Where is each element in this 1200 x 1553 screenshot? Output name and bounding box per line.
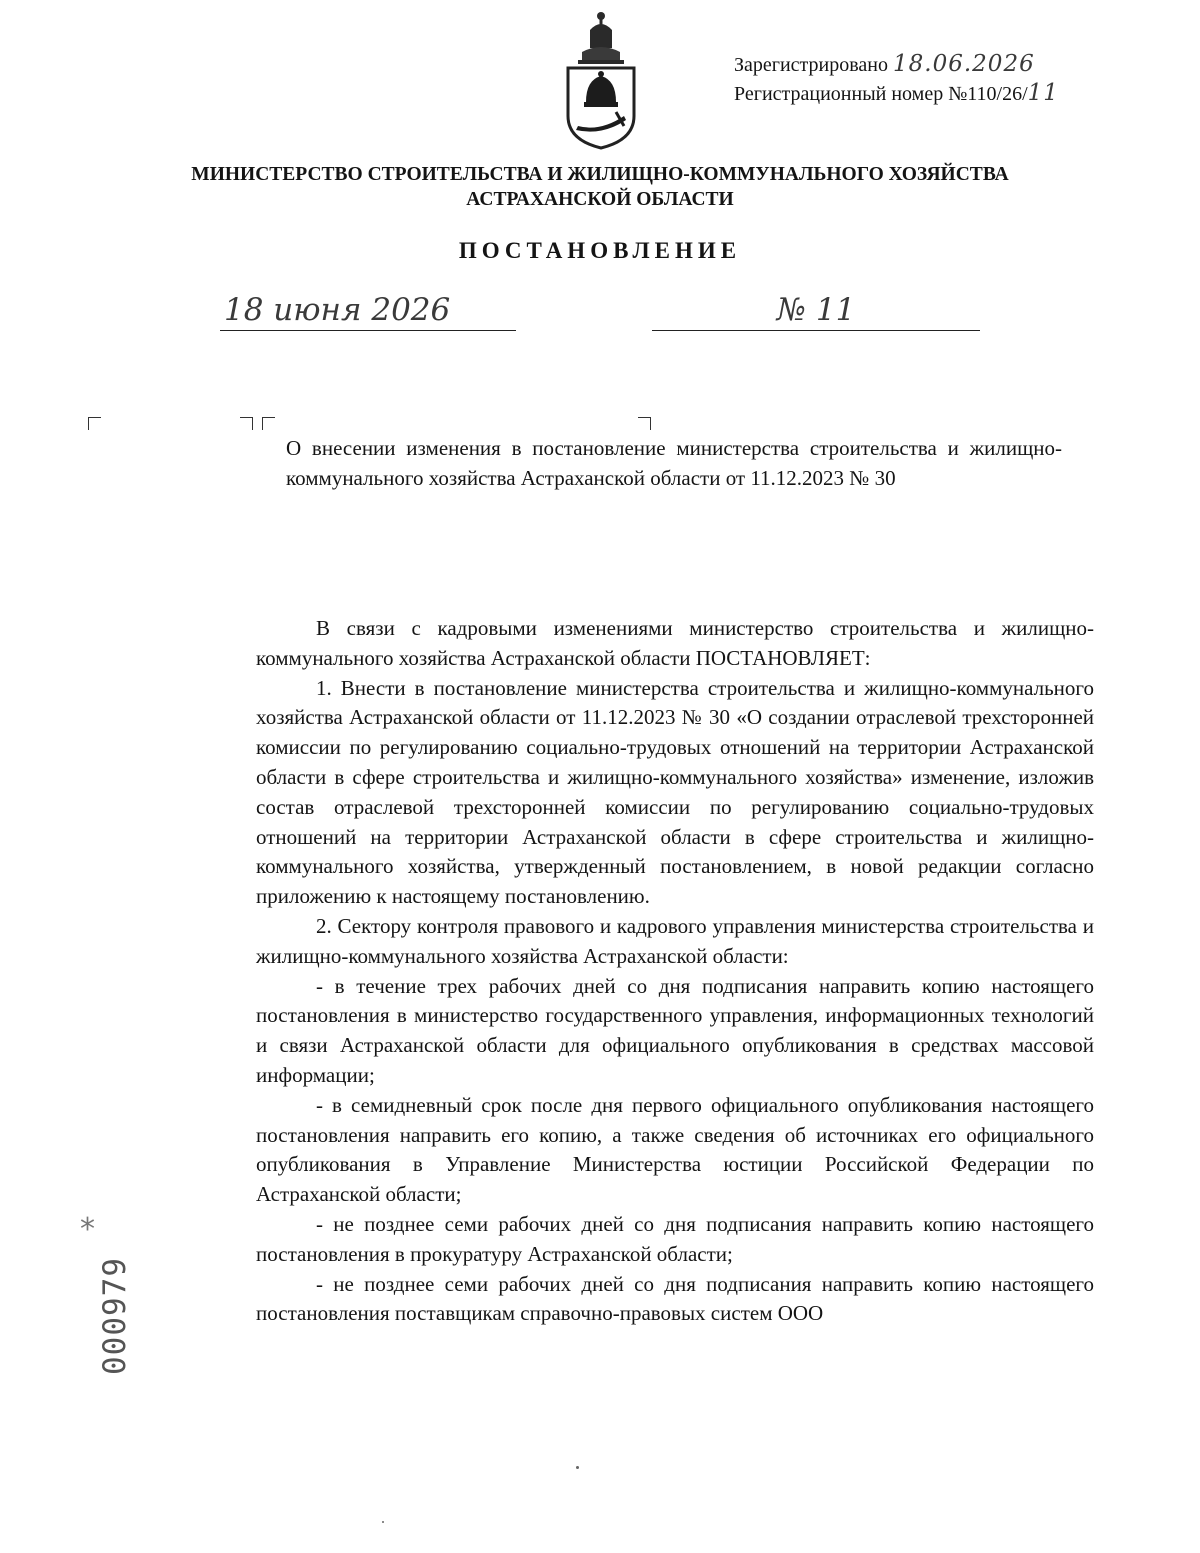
reg-number-suffix-handwritten: 11 bbox=[1027, 80, 1059, 106]
signed-date-handwritten: 18 июня 2026 bbox=[220, 290, 516, 331]
registration-block bbox=[734, 50, 1059, 108]
document-subject: О внесении изменения в постановление министерства строительства и жилищно-коммунального хозяйства Астраханской области от 11.12.2023 № 30 bbox=[286, 436, 1062, 490]
ministry-name-line1: МИНИСТЕРСТВО СТРОИТЕЛЬСТВА И ЖИЛИЩНО-КОММУНАЛЬНОГО ХОЗЯЙСТВА bbox=[191, 164, 1009, 185]
body-preamble: В связи с кадровыми изменениями министерство строительства и жилищно-коммунального хозяйства Астраханской области ПОСТАНОВЛЯЕТ: bbox=[256, 616, 1094, 670]
corner-mark-left bbox=[88, 417, 101, 430]
reg-number-label: Регистрационный номер №110/26/ bbox=[734, 83, 1028, 105]
document-number-handwritten: № 11 bbox=[652, 290, 980, 331]
corner-mark-middle-right bbox=[240, 417, 253, 430]
coat-of-arms-emblem bbox=[560, 8, 642, 150]
scan-speck bbox=[382, 1521, 384, 1523]
scan-speck bbox=[576, 1466, 579, 1469]
margin-asterisk-mark: * bbox=[80, 1212, 95, 1247]
ministry-header bbox=[0, 162, 1200, 212]
body-bullet: - в течение трех рабочих дней со дня подписания направить копию настоящего постановления в министерство государственного управления, информационных технологий и связи Астраханской области для официального опубликования в средствах массовой информации; bbox=[256, 973, 1094, 1087]
corner-mark-middle-left bbox=[262, 417, 275, 430]
corner-mark-right bbox=[638, 417, 651, 430]
ministry-name-line2: АСТРАХАНСКОЙ ОБЛАСТИ bbox=[466, 189, 734, 210]
body-item-2: 2. Сектору контроля правового и кадрового управления министерства строительства и жилищно-коммунального хозяйства Астраханской области: bbox=[256, 913, 1094, 968]
document-type-title: ПОСТАНОВЛЕНИЕ bbox=[458, 238, 742, 263]
body-item-1: 1. Внести в постановление министерства строительства и жилищно-коммунального хозяйства Астраханской области от 11.12.2023 № 30 «О создании отраслевой трехсторонней комиссии по регулированию социально-трудовых отношений на территории Астраханской области в сфере строительства и жилищно-коммунального хозяйства» изменение, изложив состав отраслевой трехсторонней комиссии по регулированию социально-трудовых отношений на территории Астраханской области в сфере строительства и жилищно-коммунального хозяйства, утвержденный постановлением, в новой редакции согласно приложению к настоящему постановлению. bbox=[256, 675, 1094, 909]
registered-label: Зарегистрировано bbox=[734, 54, 889, 76]
body-bullet: - в семидневный срок после дня первого официального опубликования настоящего постановления направить его копию, а также сведения об источниках его официального опубликования в Управление Министерства юстиции Российской Федерации по Астраханской области; bbox=[256, 1092, 1094, 1207]
document-body bbox=[256, 614, 1094, 1329]
registered-date-handwritten: 18.06.2026 bbox=[893, 51, 1035, 77]
body-bullet: - не позднее семи рабочих дней со дня подписания направить копию настоящего постановления поставщикам справочно-правовых систем ООО bbox=[256, 1271, 1094, 1326]
body-bullet: - не позднее семи рабочих дней со дня подписания направить копию настоящего постановления в прокуратуру Астраханской области; bbox=[256, 1211, 1094, 1266]
margin-serial-number: 000979 bbox=[97, 1257, 133, 1375]
